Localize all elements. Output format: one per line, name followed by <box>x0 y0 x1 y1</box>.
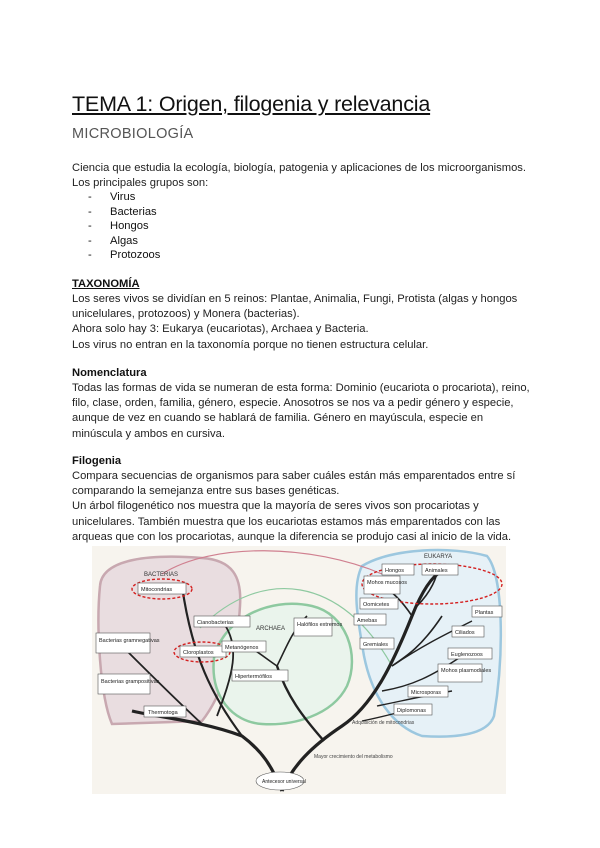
text-line: unicelulares. También muestra que los eucariotas estamos más emparentados con las <box>72 515 501 528</box>
text-line: Los virus no entran en la taxonomía porque no tienen estructura celular. <box>72 338 429 351</box>
list-item: - Algas <box>88 234 160 249</box>
taxonomia-paragraph <box>72 292 532 353</box>
node-label: Cianobacterias <box>197 620 234 626</box>
archaea-label: ARCHAEA <box>256 626 286 632</box>
figure-note: Mayor crecimiento del metabolismo <box>314 754 393 760</box>
intro-line: Ciencia que estudia la ecología, biología, patogenia y aplicaciones de los microorganismos. <box>72 162 526 174</box>
figure-note: Antecesor universal <box>262 779 306 785</box>
filogenia-paragraph <box>72 469 532 545</box>
filogenia-heading: Filogenia <box>72 455 122 467</box>
node-label: Amebas <box>357 618 378 624</box>
node-label: Metanógenos <box>225 645 259 651</box>
page-title: TEMA 1: Origen, filogenia y relevancia <box>72 92 431 116</box>
node-label: Mohos mucosos <box>367 580 408 586</box>
node-label: Halófilos extremos <box>297 622 343 628</box>
node-label: Cloroplastos <box>183 650 214 656</box>
node-label: Mohos plasmodiales <box>441 668 492 674</box>
text-line: Un árbol filogenético nos muestra que la mayoría de seres vivos son procariotas y <box>72 500 479 513</box>
eukarya-label: EUKARYA <box>424 554 453 560</box>
text-line: Los seres vivos se dividían en 5 reinos: Plantae, Animalia, Fungi, Protista (algas y hongos <box>72 293 518 305</box>
intro-line: Los principales grupos son: <box>72 177 209 190</box>
node-label: Bacterias grampositivas <box>101 679 160 685</box>
text-line: unicelulares, protozoos) y Monera (bacterias). <box>72 308 300 321</box>
text-line: Ahora solo hay 3: Eukarya (eucariotas), Archaea y Bacteria. <box>72 323 369 336</box>
nomenclatura-paragraph <box>72 381 532 442</box>
taxonomia-heading: TAXONOMÍA <box>72 278 140 290</box>
text-line: filo, clase, orden, familia, género, especie. Anosotros se nos va a pedir género y especie, <box>72 397 514 410</box>
node-label: Animales <box>425 568 448 574</box>
list-item: - Protozoos <box>88 248 160 263</box>
text-line: comparando la semejanza entre sus bases genéticas. <box>72 485 340 498</box>
node-label: Bacterias gramnegativas <box>99 638 160 644</box>
node-label: Microsporas <box>411 690 441 696</box>
node-label: Hongos <box>385 568 404 574</box>
figure-note: Adquisición de mitocondrias <box>352 720 415 726</box>
nomenclatura-heading: Nomenclatura <box>72 367 147 379</box>
list-item: - Bacterias <box>88 205 160 220</box>
node-label: Plantas <box>475 610 494 616</box>
node-label: Euglenozoos <box>451 652 483 658</box>
text-line: arqueas que con los procariotas, aunque la diferencia se produjo casi al inicio de la vida. <box>72 530 512 543</box>
phylogenetic-tree-figure <box>92 546 506 794</box>
page-subtitle: MICROBIOLOGÍA <box>72 126 194 142</box>
node-label: Oomicetes <box>363 602 390 608</box>
list-item: - Hongos <box>88 219 160 234</box>
node-label: Diplomonas <box>397 708 427 714</box>
text-line: minúscula y ambos en cursiva. <box>72 427 225 440</box>
text-line: aunque de vez en cuando se hablará de familia. Género en mayúscula, especie en <box>72 412 484 425</box>
text-line: Compara secuencias de organismos para saber cuáles están más emparentados entre sí <box>72 470 516 482</box>
text-line: Todas las formas de vida se numeran de esta forma: Dominio (eucariota o procariota), reino, <box>72 382 530 394</box>
bacteria-label: BACTERIAS <box>144 572 179 578</box>
intro-paragraph <box>72 161 532 191</box>
node-label: Thermotoga <box>148 710 178 716</box>
groups-list <box>88 190 160 263</box>
list-item: - Virus <box>88 190 160 205</box>
node-label: Hipertermófilos <box>235 674 272 680</box>
node-label: Ciliados <box>455 630 475 636</box>
node-label: Mitocondrias <box>141 587 173 593</box>
node-label: Gremiales <box>363 642 389 648</box>
